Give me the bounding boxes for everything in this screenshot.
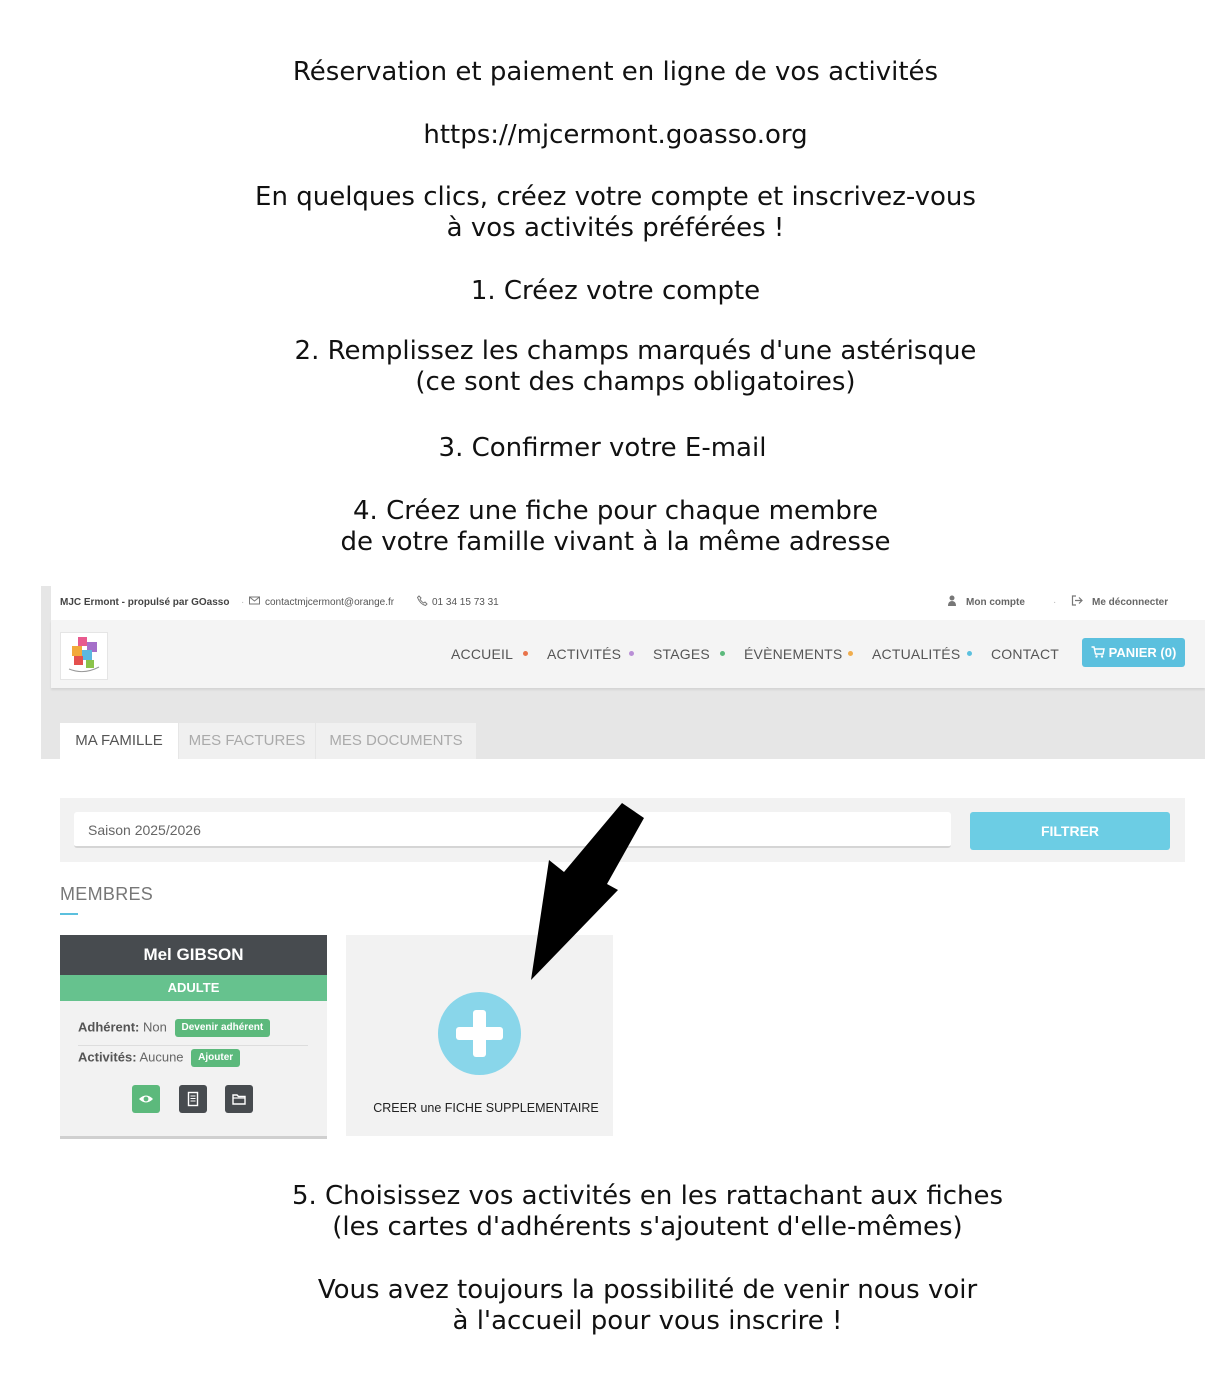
divider: [78, 1045, 308, 1046]
nav-dot: [967, 651, 972, 656]
separator-dot: ·: [241, 597, 245, 608]
activities-label: Activités:: [78, 1049, 137, 1065]
nav-dot: [848, 651, 853, 656]
lead-line-2: à vos activités préférées !: [446, 213, 785, 243]
activities-value: Aucune: [139, 1049, 184, 1065]
instructions-step-3: [0, 433, 1218, 464]
instructions-note: [32, 1275, 1231, 1337]
site-url: https://mjcermont.goasso.org: [423, 120, 808, 150]
step-5-line-1: 5. Choisissez vos activités en les rattachant aux fiches: [291, 1181, 1004, 1211]
instructions-step-1: [0, 276, 1231, 307]
mjc-logo[interactable]: [60, 632, 108, 680]
instructions-title: [0, 57, 1231, 88]
add-activity-button[interactable]: Ajouter: [191, 1049, 240, 1067]
season-select[interactable]: Saison 2025/2026: [74, 812, 951, 848]
instructions-step-4: [0, 496, 1231, 558]
logout-icon: [1071, 595, 1083, 609]
tab-mes-documents[interactable]: MES DOCUMENTS: [316, 723, 476, 759]
folder-icon: [225, 1085, 253, 1113]
plus-icon[interactable]: [438, 992, 521, 1075]
note-line-2: à l'accueil pour vous inscrire !: [452, 1306, 843, 1336]
step-4-line-1: 4. Créez une fiche pour chaque membre: [353, 496, 878, 526]
become-member-button[interactable]: Devenir adhérent: [175, 1019, 271, 1037]
nav-activites[interactable]: ACTIVITÉS: [547, 646, 622, 662]
nav-dot: [629, 651, 634, 656]
phone-number: 01 34 15 73 31: [432, 597, 499, 608]
nav-dot: [720, 651, 725, 656]
top-info-bar: [51, 586, 1205, 620]
edit-button[interactable]: [179, 1085, 207, 1113]
step-1-text: 1. Créez votre compte: [470, 276, 761, 306]
instructions-url: [0, 120, 1231, 151]
instructions-step-2: [20, 336, 1231, 398]
separator-dot: ·: [1053, 597, 1057, 608]
heading-underline: [60, 913, 78, 915]
note-line-1: Vous avez toujours la possibilité de venir nous voir: [317, 1275, 978, 1305]
activities-row: [78, 1049, 240, 1067]
step-3-text: 3. Confirmer votre E-mail: [438, 433, 767, 463]
folder-button[interactable]: [225, 1085, 253, 1113]
nav-actualites[interactable]: ACTUALITÉS: [872, 646, 961, 662]
add-member-label: CREER une FICHE SUPPLEMENTAIRE: [373, 1101, 599, 1115]
view-button[interactable]: [132, 1085, 160, 1113]
member-name: Mel GIBSON: [60, 935, 327, 975]
main-navbar: [51, 620, 1205, 688]
adherent-value: Non: [143, 1019, 167, 1035]
tab-ma-famille[interactable]: MA FAMILLE: [60, 723, 178, 759]
phone-icon: [417, 595, 428, 609]
document-icon: [179, 1085, 207, 1113]
adherent-row: [78, 1019, 270, 1037]
nav-dot: [523, 651, 528, 656]
envelope-icon: [249, 595, 260, 609]
tab-mes-factures[interactable]: MES FACTURES: [179, 723, 315, 759]
pointer-arrow-icon: [521, 798, 651, 983]
my-account-link[interactable]: Mon compte: [966, 597, 1025, 608]
logout-link[interactable]: Me déconnecter: [1092, 597, 1169, 608]
filter-button[interactable]: FILTRER: [970, 812, 1170, 850]
lead-line-1: En quelques clics, créez votre compte et inscrivez-vous: [255, 182, 976, 212]
members-heading: MEMBRES: [60, 884, 154, 904]
website-screenshot: [41, 586, 1205, 1146]
step-4-line-2: de votre famille vivant à la même adresse: [340, 527, 891, 557]
cart-icon: [1091, 646, 1105, 658]
nav-stages[interactable]: STAGES: [653, 646, 710, 662]
member-card: [60, 935, 327, 1139]
step-2-line-2: (ce sont des champs obligatoires): [415, 367, 856, 397]
instructions-lead: [0, 182, 1231, 244]
step-5-line-2: (les cartes d'adhérents s'ajoutent d'elle-mêmes): [332, 1212, 963, 1242]
nav-contact[interactable]: CONTACT: [991, 646, 1060, 662]
cart-button[interactable]: [1082, 638, 1185, 667]
cart-label: PANIER (0): [1108, 645, 1177, 660]
nav-accueil[interactable]: ACCUEIL: [451, 646, 514, 662]
eye-icon: [132, 1085, 160, 1113]
email-link[interactable]: contactmjcermont@orange.fr: [265, 597, 395, 608]
adherent-label: Adhérent:: [78, 1019, 140, 1035]
member-type-badge: ADULTE: [60, 975, 327, 1001]
intro-title: Réservation et paiement en ligne de vos activités: [292, 57, 939, 87]
step-2-line-1: 2. Remplissez les champs marqués d'une astérisque: [294, 336, 977, 366]
instructions-step-5: [32, 1181, 1231, 1243]
nav-evenements[interactable]: ÉVÈNEMENTS: [744, 646, 843, 662]
user-icon: [947, 595, 957, 609]
brand-text: MJC Ermont - propulsé par GOasso: [60, 597, 230, 608]
